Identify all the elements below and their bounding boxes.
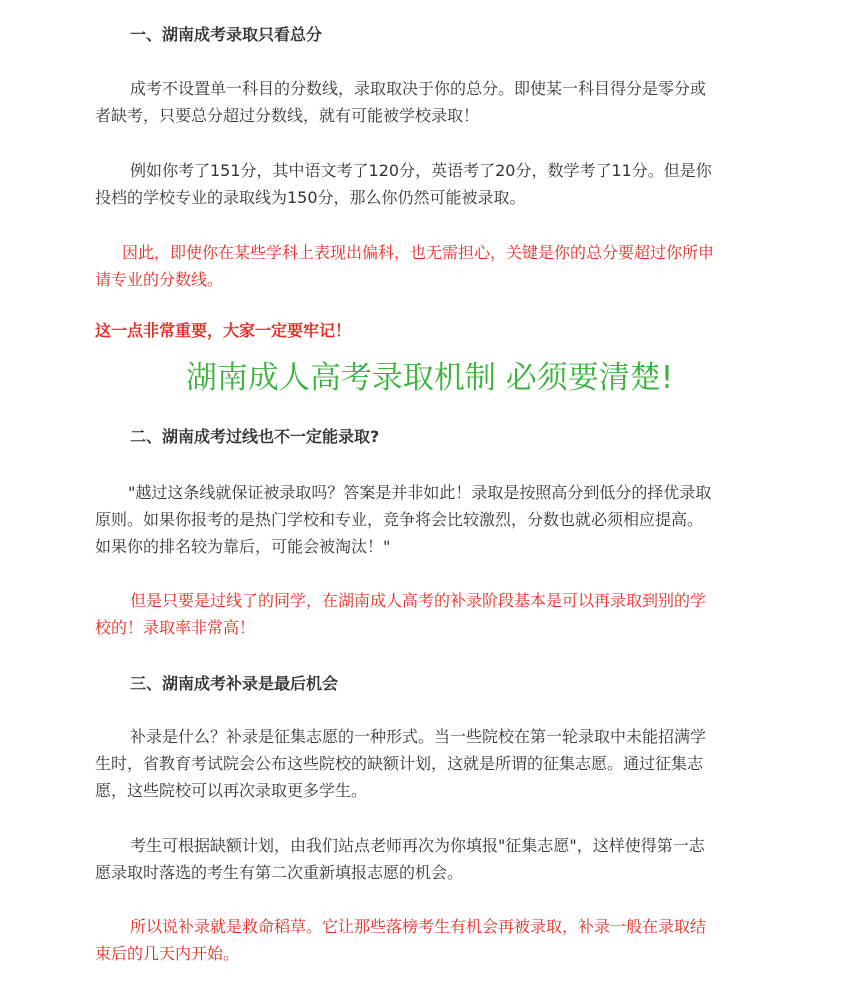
section-3-paragraph-1-line-2: 生时，省教育考试院会公布这些院校的缺额计划，这就是所谓的征集志愿。通过征集志	[95, 754, 704, 773]
section-3-paragraph-1-line-1: 补录是什么？补录是征集志愿的一种形式。当一些院校在第一轮录取中未能招满学	[130, 727, 707, 746]
section-1-paragraph-1-line-1: 成考不设置单一科目的分数线，录取取决于你的总分。即使某一科目得分是零分或	[130, 79, 707, 98]
section-2-paragraph-1-line-3: 如果你的排名较为靠后，可能会被淘汰！"	[95, 537, 391, 556]
section-1-emphasis: 这一点非常重要，大家一定要牢记！	[95, 321, 352, 340]
section-1-paragraph-1-line-2: 者缺考，只要总分超过分数线，就有可能被学校录取！	[95, 106, 480, 125]
section-1-red-paragraph-line-2: 请专业的分数线。	[95, 270, 224, 289]
section-3-red-paragraph-line-2: 束后的几天内开始。	[95, 944, 240, 963]
section-3-red-paragraph-line-1: 所以说补录就是救命稻草。它让那些落榜考生有机会再被录取，补录一般在录取结	[130, 917, 707, 936]
section-3-paragraph-2-line-1: 考生可根据缺额计划，由我们站点老师再次为你填报"征集志愿"，这样使得第一志	[130, 836, 705, 855]
section-1-red-paragraph-line-1: 因此，即使你在某些学科上表现出偏科，也无需担心，关键是你的总分要超过你所申	[122, 243, 715, 262]
section-3-paragraph-1-line-3: 愿，这些院校可以再次录取更多学生。	[95, 781, 368, 800]
section-2-paragraph-1-line-2: 原则。如果你报考的是热门学校和专业，竞争将会比较激烈，分数也就必须相应提高。	[95, 510, 704, 529]
section-2-red-paragraph-line-1: 但是只要是过线了的同学，在湖南成人高考的补录阶段基本是可以再录取到别的学	[130, 591, 707, 610]
section-1-paragraph-2-line-1: 例如你考了151分，其中语文考了120分，英语考了20分，数学考了11分。但是你	[130, 161, 712, 180]
section-2-heading: 二、湖南成考过线也不一定能录取?	[130, 427, 380, 446]
section-2-red-paragraph-line-2: 校的！录取率非常高！	[95, 618, 256, 637]
section-1-paragraph-2-line-2: 投档的学校专业的录取线为150分，那么你仍然可能被录取。	[95, 188, 526, 207]
banner-title: 湖南成人高考录取机制 必须要清楚!	[185, 360, 674, 396]
section-1-heading: 一、湖南成考录取只看总分	[130, 25, 323, 44]
section-3-heading: 三、湖南成考补录是最后机会	[130, 674, 339, 693]
section-3-paragraph-2-line-2: 愿录取时落选的考生有第二次重新填报志愿的机会。	[95, 863, 464, 882]
section-2-paragraph-1-line-1: "越过这条线就保证被录取吗？答案是并非如此！录取是按照高分到低分的择优录取	[128, 483, 712, 502]
